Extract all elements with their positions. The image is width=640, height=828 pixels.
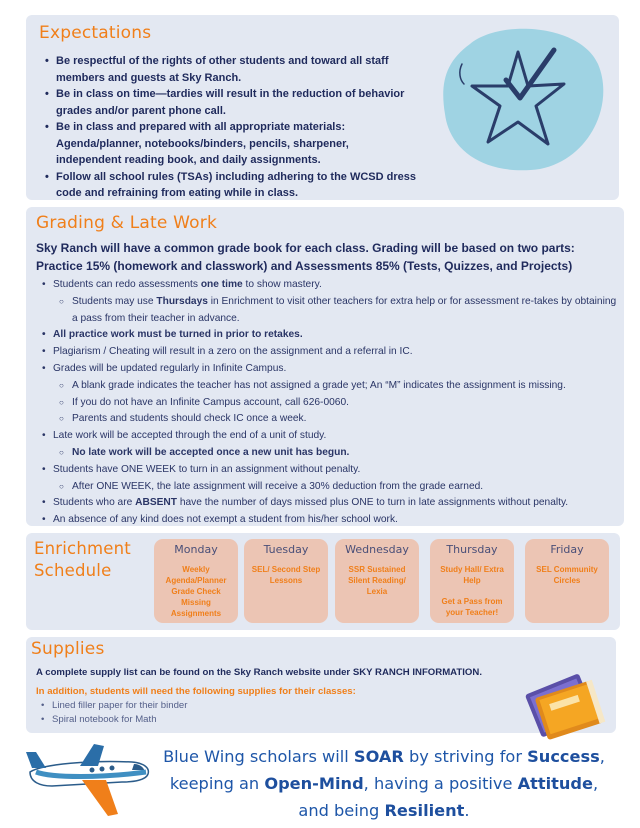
list-item: ○ Parents and students should check IC once a week. — [72, 411, 623, 428]
list-item: • Lined filler paper for their binder — [52, 699, 187, 713]
list-item: ○ After ONE WEEK, the late assignment will receive a 30% deduction from the grade earned. — [72, 479, 623, 496]
books-icon — [522, 666, 612, 741]
list-item: • Grades will be updated regularly in Infinite Campus. ○ A blank grade indicates the teacher has not assigned a grade yet; An “M” indicates the assignment is missing. ○ If you do not have an Infinite Campus account, call 626-0060. ○ Parents and students should check IC once a week. — [53, 361, 623, 428]
supplies-title: Supplies — [31, 639, 105, 659]
grading-list — [53, 277, 623, 529]
list-item: • Late work will be accepted through the end of a unit of study. ○ No late work will be accepted once a new unit has begun. — [53, 428, 623, 462]
list-item: ○ Students may use Thursdays in Enrichment to visit other teachers for extra help or for assessment re-takes by obtaining a pass from their teacher in advance. — [72, 294, 623, 328]
expectations-title: Expectations — [39, 23, 152, 43]
expectations-section — [26, 15, 619, 200]
enrichment-section — [26, 533, 620, 630]
list-item: ○ A blank grade indicates the teacher has not assigned a grade yet; An “M” indicates the assignment is missing. — [72, 378, 623, 395]
day-activity: SEL Community Circles — [536, 565, 598, 585]
motto-text: Blue Wing scholars will SOAR by striving for Success, keeping an Open-Mind, having a positive Attitude, and being Resilient. — [163, 747, 605, 820]
list-item: ○ If you do not have an Infinite Campus account, call 626-0060. — [72, 395, 623, 412]
supplies-needed-note: In addition, students will need the following supplies for their classes: — [36, 686, 356, 697]
day-card-tuesday — [244, 539, 328, 623]
grading-intro: Sky Ranch will have a common grade book for each class. Grading will be based on two parts: Practice 15% (homework and classwork) and Assessments 85% (Tests, Quizzes, and Projects) — [36, 241, 575, 273]
day-activity: SEL/ Second Step Lessons — [251, 565, 321, 585]
day-name: Tuesday — [263, 543, 309, 556]
list-item: • Be in class on time—tardies will result in the reduction of behavior grades and/or parent phone call. — [56, 86, 416, 119]
list-item: • Be in class and prepared with all appropriate materials: Agenda/planner, notebooks/binders, pencils, sharpener, independent reading book, and daily assignments. — [56, 119, 416, 169]
day-activity: Study Hall/ Extra Help — [440, 565, 504, 585]
list-item: • An absence of any kind does not exempt a student from his/her school work. — [53, 512, 623, 529]
expectations-list — [56, 53, 416, 202]
supply-list-note: A complete supply list can be found on the Sky Ranch website under SKY RANCH INFORMATION. — [36, 667, 482, 678]
list-item: • Spiral notebook for Math — [52, 713, 187, 727]
grading-section — [26, 207, 624, 526]
day-card-thursday — [430, 539, 514, 623]
list-item: • Plagiarism / Cheating will result in a zero on the assignment and a referral in IC. — [53, 344, 623, 361]
day-name: Monday — [174, 543, 218, 556]
supplies-list — [52, 699, 187, 727]
grading-title: Grading & Late Work — [36, 213, 217, 233]
list-item: • Students can redo assessments one time to show mastery. ○ Students may use Thursdays in Enrichment to visit other teachers for extra help or for assessment re-takes by obtaining a pass from their teacher in advance. — [53, 277, 623, 327]
day-activity-note: Get a Pass from your Teacher! — [441, 597, 503, 617]
day-activity: SSR Sustained Silent Reading/ Lexia — [348, 565, 406, 596]
day-card-friday — [525, 539, 609, 623]
day-name: Thursday — [446, 543, 498, 556]
enrichment-title: Enrichment Schedule — [34, 539, 131, 580]
list-item: • All practice work must be turned in prior to retakes. — [53, 327, 623, 344]
day-name: Wednesday — [345, 543, 409, 556]
day-card-monday — [154, 539, 238, 623]
day-card-wednesday — [335, 539, 419, 623]
star-check-icon — [430, 24, 608, 172]
day-name: Friday — [550, 543, 584, 556]
list-item: • Be respectful of the rights of other students and toward all staff members and guests at Sky Ranch. — [56, 53, 416, 86]
list-item: ○ No late work will be accepted once a new unit has begun. — [72, 445, 623, 462]
airplane-icon — [22, 738, 154, 820]
day-activity: Weekly Agenda/Planner Grade Check Missing Assignments — [165, 565, 227, 618]
list-item: • Students who are ABSENT have the number of days missed plus ONE to turn in late assignments without penalty. — [53, 495, 623, 512]
list-item: • Students have ONE WEEK to turn in an assignment without penalty. ○ After ONE WEEK, the late assignment will receive a 30% deduction from the grade earned. — [53, 462, 623, 496]
list-item: • Follow all school rules (TSAs) including adhering to the WCSD dress code and refraining from eating while in class. — [56, 169, 416, 202]
